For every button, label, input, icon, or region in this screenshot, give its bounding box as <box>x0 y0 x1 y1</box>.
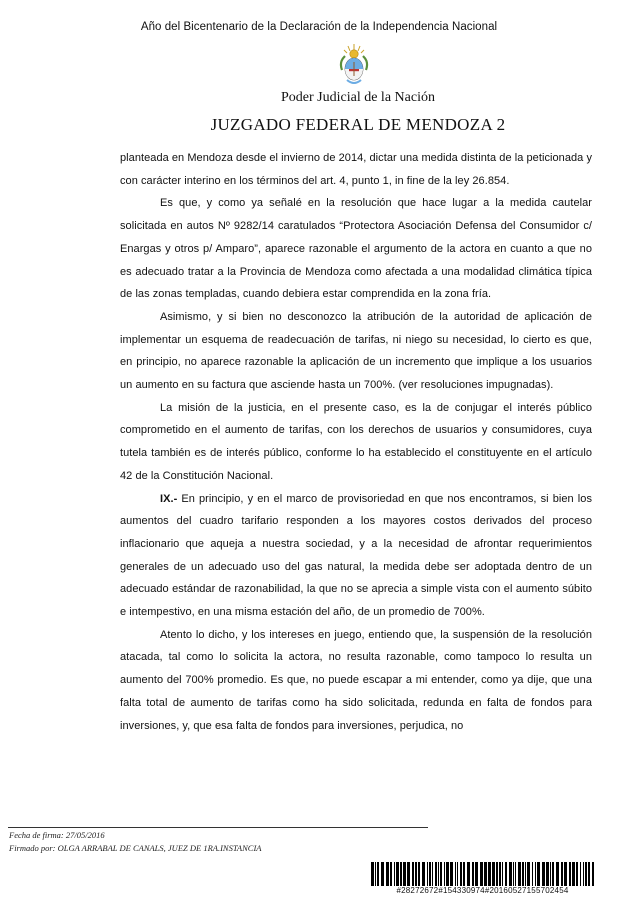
section-text: En principio, y en el marco de provisoriedad en que nos encontramos, si bien los aumentos del cuadro tarifario responden a los mayores costos derivados del proceso inflacionario que aqueja a nuestra sociedad, y a la necesidad de afrontar requerimientos generales de un adecuado uso del gas natural, la medida debe ser adoptada dentro de un adecuado estándar de razonabilidad, la que no se aprecia a simple vista con el aumento súbito e intempestivo, en una misma estación del año, de un promedio de 700%. <box>120 492 592 619</box>
bicentenary-banner: Año del Bicentenario de la Declaración de la Independencia Nacional <box>140 21 498 33</box>
paragraph-continuation: planteada en Mendoza desde el invierno de 2014, dictar una medida distinta de la peticionada y con carácter interino en los términos del art. 4, punto 1, in fine de la ley 26.854. <box>120 152 592 187</box>
paragraph-section-ix <box>120 488 592 624</box>
section-label: IX.- <box>160 492 178 505</box>
paragraph: La misión de la justicia, en el presente caso, es la de conjugar el interés público comprometido en el aumento de tarifas, con los derechos de usuarios y consumidores, cuya tutela también es de interés público, conforme lo ha establecido el constituyente en el artículo 42 de la Constitución Nacional. <box>120 401 592 482</box>
coat-of-arms-icon <box>337 42 371 88</box>
paragraph: Es que, y como ya señalé en la resolución que hace lugar a la medida cautelar solicitada en autos Nº 9282/14 caratulados “Protectora Asociación Defensa del Consumidor c/ Enargas y otros p/ Amparo”, aparece razonable el argumento de la actora en cuanto a que no es adecuado tratar a la Provincia de Mendoza como afectada a una modalidad climática típica de las zonas templadas, cuando debiera estar comprendida en la zona fría. <box>120 197 592 301</box>
barcode-number: #28272672#154330974#20160527155702454 <box>396 886 569 895</box>
signature-signer: Firmado por: OLGA ARRABAL DE CANALS, JUEZ DE 1RA.INSTANCIA <box>9 843 262 853</box>
court-name: JUZGADO FEDERAL DE MENDOZA 2 <box>210 115 506 134</box>
paragraph: Asimismo, y si bien no desconozco la atribución de la autoridad de aplicación de implementar un esquema de readecuación de tarifas, ni niego su necesidad, lo cierto es que, en principio, no aparece razonable la aplicación de un incremento que implique a los usuarios un aumento en su factura que asciende hasta un 700%. (ver resoluciones impugnadas). <box>120 310 592 392</box>
paragraph: Atento lo dicho, y los intereses en juego, entiendo que, la suspensión de la resolución atacada, tal como lo solicita la actora, no resulta razonable, como tampoco lo resulta un aumento del 700% promedio. Es que, no puede escapar a mi entender, como ya dije, que una falta total de aumento de tarifas como ha sido solicitada, redunda en falta de fondos para inversiones, y, que esa falta de fondos para inversiones, perjudica, no <box>120 628 592 732</box>
signature-divider <box>8 827 428 828</box>
institution-name: Poder Judicial de la Nación <box>281 90 435 105</box>
signature-date: Fecha de firma: 27/05/2016 <box>9 830 105 840</box>
document-body <box>120 147 592 737</box>
barcode-graphic <box>371 862 594 886</box>
